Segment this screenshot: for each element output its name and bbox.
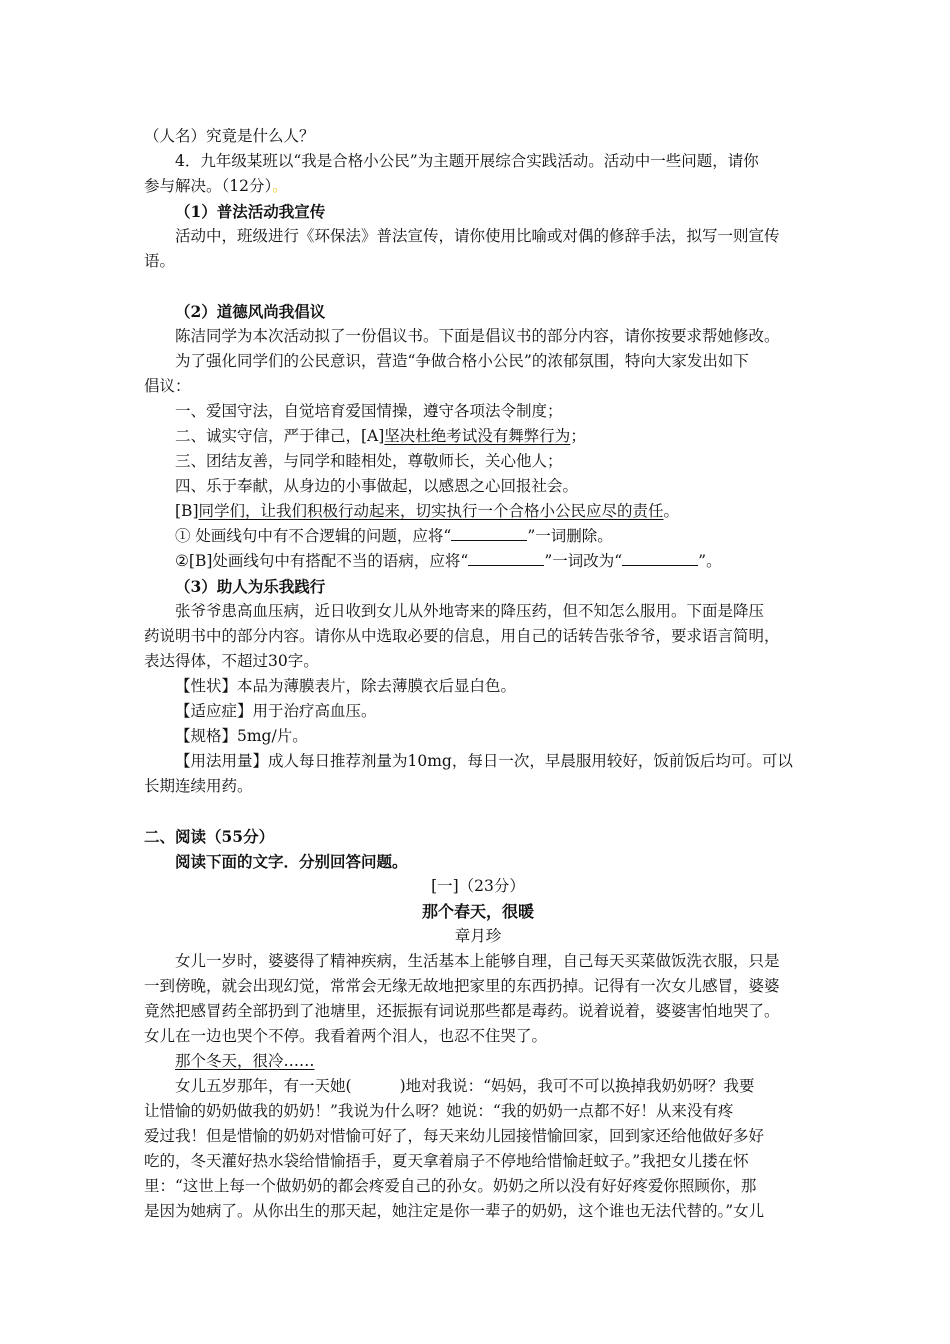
subsection-1-heading: （1）普法活动我宣传 bbox=[175, 202, 326, 221]
passage-number: [一]（23分） bbox=[431, 877, 525, 895]
proposal-intro: 为了强化同学们的公民意识，营造“争做合格小公民”的浓郁氛围，特向大家发出如下 bbox=[175, 352, 749, 370]
section-2-heading: 二、阅读（55分） bbox=[144, 827, 275, 846]
answer-blank[interactable] bbox=[468, 550, 544, 566]
reading-instruction: 阅读下面的文字．分别回答问题。 bbox=[175, 852, 408, 871]
proposal-intro-cont: 倡议： bbox=[144, 377, 191, 395]
proposal-item-1: 一、爱国守法，自觉培育爱国情操，遵守各项法令制度； bbox=[175, 402, 563, 420]
underlined-winter-line: 那个冬天，很冷…… bbox=[175, 1052, 315, 1070]
proposal-item-2-end: ； bbox=[570, 427, 586, 445]
stray-mark: 。 bbox=[272, 177, 288, 195]
document-content bbox=[144, 124, 812, 1224]
sub-question-1-text: ① 处画线句中有不合逻辑的问题，应将“ bbox=[175, 527, 452, 545]
passage-paragraph-1: 女儿一岁时，婆婆得了精神疾病，生活基本上能够自理，自己每天买菜做饭洗衣服，只是 bbox=[175, 952, 780, 970]
proposal-item-3: 三、团结友善，与同学和睦相处，尊敬师长，关心他人； bbox=[175, 452, 563, 470]
passage-line: 里：“这世上每一个做奶奶的都会疼爱自己的孙女。奶奶之所以没有好好疼爱你照顾你，那 bbox=[144, 1177, 757, 1195]
proposal-item-2-text: 二、诚实守信，严于律己，[A] bbox=[175, 427, 385, 445]
passage-author: 章月珍 bbox=[454, 927, 502, 945]
question-3-tail: （人名）究竟是什么人？ bbox=[144, 127, 315, 145]
passage-line: 是因为她病了。从你出生的那天起，她注定是你一辈子的奶奶，这个谁也无法代替的。”女儿 bbox=[144, 1202, 765, 1220]
underlined-sentence-b: 同学们，让我们积极行动起来，切实执行一个合格小公民应尽的责任 bbox=[198, 502, 664, 520]
passage-line: 竟然把感冒药全部扔到了池塘里，还振振有词说那些都是毒药。说着说着，婆婆害怕地哭了。 bbox=[144, 1002, 780, 1020]
subsection-1-prompt: 活动中，班级进行《环保法》普法宣传，请你使用比喻或对偶的修辞手法，拟写一则宣传 bbox=[175, 227, 780, 245]
drug-dosage-cont: 长期连续用药。 bbox=[144, 777, 253, 795]
passage-line: 女儿在一边也哭个不停。我看着两个泪人，也忍不住哭了。 bbox=[144, 1027, 548, 1045]
passage-line: 爱过我！但是惜愉的奶奶对惜愉可好了，每天来幼儿园接惜愉回家，回到家还给他做好多好 bbox=[144, 1127, 765, 1145]
sub-question-2 bbox=[144, 549, 812, 574]
passage-text: 女儿五岁那年，有一天她( bbox=[175, 1077, 352, 1095]
passage-title: 那个春天，很暖 bbox=[421, 902, 534, 921]
passage-line: 一到傍晚，就会出现幻觉，常常会无缘无故地把家里的东西扔掉。记得有一次女儿感冒，婆婆 bbox=[144, 977, 780, 995]
drug-dosage: 【用法用量】成人每日推荐剂量为10mg，每日一次，早晨服用较好，饭前饭后均可。可以 bbox=[175, 752, 793, 770]
passage-paragraph-3 bbox=[144, 1074, 812, 1099]
proposal-closing-end: 。 bbox=[663, 502, 680, 520]
question-4-intro-cont bbox=[144, 174, 812, 199]
sub-question-1 bbox=[144, 524, 812, 549]
proposal-closing bbox=[144, 499, 812, 524]
drug-spec: 【规格】5mg/片。 bbox=[175, 727, 308, 745]
drug-property: 【性状】本品为薄膜表片，除去薄膜衣后显白色。 bbox=[175, 677, 517, 695]
subsection-3-prompt: 张爷爷患高血压病，近日收到女儿从外地寄来的降压药，但不知怎么服用。下面是降压 bbox=[175, 602, 765, 620]
passage-line: 吃的，冬天灌好热水袋给惜愉捂手，夏天拿着扇子不停地给惜愉赶蚊子。”我把女儿搂在怀 bbox=[144, 1152, 749, 1170]
proposal-item-4: 四、乐于奉献，从身边的小事做起，以感恩之心回报社会。 bbox=[175, 477, 579, 495]
passage-paragraph-2 bbox=[144, 1049, 812, 1074]
subsection-2-heading: （2）道德风尚我倡议 bbox=[175, 302, 326, 321]
marker-b: [B] bbox=[175, 502, 199, 520]
question-4-intro: 4．九年级某班以“我是合格小公民”为主题开展综合实践活动。活动中一些问题，请你 bbox=[175, 152, 759, 170]
question-4-points: 参与解决。（12分） bbox=[144, 177, 273, 195]
proposal-item-2 bbox=[144, 424, 812, 449]
drug-indication: 【适应症】用于治疗高血压。 bbox=[175, 702, 377, 720]
subsection-3-prompt-end: 表达得体，不超过30字。 bbox=[144, 652, 319, 670]
answer-blank[interactable] bbox=[622, 550, 698, 566]
underlined-sentence-a: 坚决杜绝考试没有舞弊行为 bbox=[384, 427, 571, 445]
sub-question-1-end: ”一词删除。 bbox=[527, 527, 613, 545]
answer-blank[interactable] bbox=[451, 525, 527, 541]
subsection-1-prompt-cont: 语。 bbox=[144, 252, 176, 270]
passage-line: 让惜愉的奶奶做我的奶奶！”我说为什么呀？她说：“我的奶奶一点都不好！从来没有疼 bbox=[144, 1102, 734, 1120]
passage-text: )地对我说：“妈妈，我可不可以换掉我奶奶呀？我要 bbox=[399, 1077, 755, 1095]
subsection-3-prompt-cont: 药说明书中的部分内容。请你从中选取必要的信息，用自己的话转告张爷爷，要求语言简明， bbox=[144, 627, 780, 645]
subsection-2-prompt: 陈洁同学为本次活动拟了一份倡议书。下面是倡议书的部分内容，请你按要求帮她修改。 bbox=[175, 327, 780, 345]
sub-question-2-end: ”。 bbox=[698, 552, 722, 570]
sub-question-2-mid: ”一词改为“ bbox=[544, 552, 623, 570]
sub-question-2-text: ②[B]处画线句中有搭配不当的语病，应将“ bbox=[175, 552, 469, 570]
subsection-3-heading: （3）助人为乐我践行 bbox=[175, 577, 326, 596]
